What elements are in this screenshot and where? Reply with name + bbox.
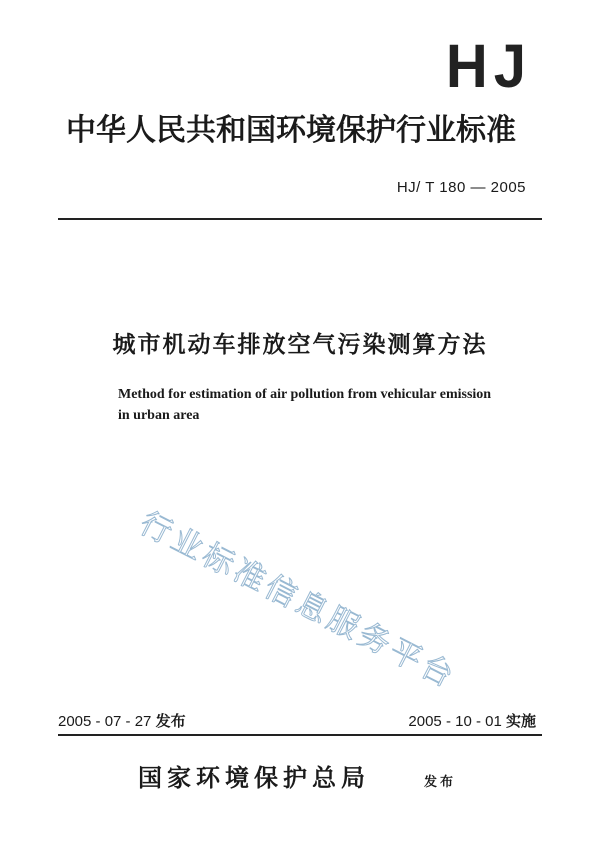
bottom-divider — [58, 734, 542, 736]
issue-date — [58, 714, 186, 729]
issuing-authority: 国家环境保护总局 — [138, 764, 370, 792]
issue-date-value: 2005 - 07 - 27 — [58, 713, 152, 730]
issuing-authority-suffix: 发布 — [424, 775, 457, 790]
top-divider — [58, 218, 542, 220]
document-title-cn: 城市机动车排放空气污染测算方法 — [112, 332, 488, 358]
document-title-en-line2: in urban area — [118, 408, 200, 423]
watermark: 行业标准信息服务平台 — [134, 505, 463, 697]
implementation-date-value: 2005 - 10 - 01 — [408, 713, 502, 730]
issue-date-label: 发布 — [155, 712, 186, 730]
document-title-en — [118, 384, 538, 426]
standard-number: HJ/ T 180 — 2005 — [396, 179, 526, 196]
document-title-en-line1: Method for estimation of air pollution from vehicular emission — [118, 387, 492, 402]
implementation-date — [408, 714, 536, 729]
implementation-date-label: 实施 — [505, 712, 536, 730]
standard-category-title: 中华人民共和国环境保护行业标准 — [66, 113, 516, 148]
standard-logo: HJ — [445, 32, 532, 101]
